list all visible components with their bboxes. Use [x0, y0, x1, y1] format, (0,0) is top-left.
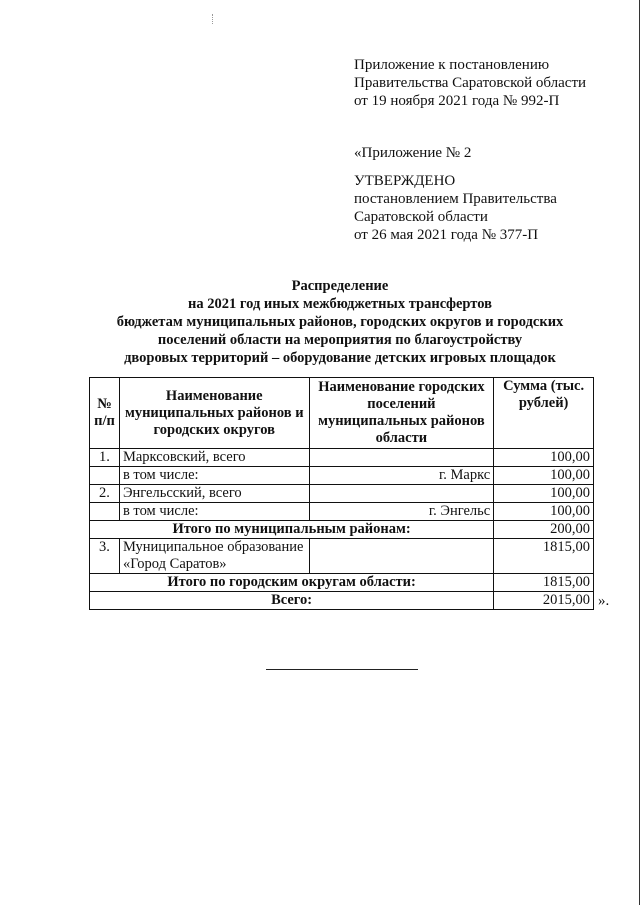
- distribution-table: [89, 377, 594, 610]
- title-line-3: бюджетам муниципальных районов, городских округов и городских: [116, 314, 564, 330]
- row-name: Марксовский, всего: [119, 449, 309, 467]
- approval-block: [354, 144, 557, 244]
- scan-mark: [212, 14, 214, 24]
- header-sum: Сумма (тыс. рублей): [494, 378, 594, 449]
- table-row: [90, 503, 594, 521]
- title-line-1: Распределение: [291, 278, 389, 294]
- table-header-row: [90, 378, 594, 449]
- approved-label: УТВЕРЖДЕНО: [354, 173, 456, 189]
- grand-total-row: [90, 592, 594, 610]
- row-sum: 1815,00: [494, 539, 594, 574]
- attachment-line-1: Приложение к постановлению: [354, 57, 550, 73]
- title-line-5: дворовых территорий – оборудование детских игровых площадок: [124, 350, 556, 366]
- row-sum: 100,00: [494, 467, 594, 485]
- row-no: [90, 503, 120, 521]
- row-name: Муниципальное образование «Город Саратов»: [119, 539, 309, 574]
- row-name: в том числе:: [119, 467, 309, 485]
- row-settlement: [309, 539, 494, 574]
- approval-line-1: постановлением Правительства: [354, 191, 557, 207]
- title-line-4: поселений области на мероприятия по благоустройству: [157, 332, 523, 348]
- header-name: Наименование муниципальных районов и городских округов: [119, 378, 309, 449]
- header-no: № п/п: [90, 378, 120, 449]
- closing-quote: ».: [598, 593, 610, 609]
- grand-total-sum: 2015,00: [494, 592, 594, 610]
- row-settlement: г. Энгельс: [309, 503, 494, 521]
- row-sum: 100,00: [494, 503, 594, 521]
- header-settlement: Наименование городских поселений муниципальных районов области: [309, 378, 494, 449]
- title-line-2: на 2021 год иных межбюджетных трансфертов: [188, 296, 492, 312]
- subtotal-sum: 1815,00: [494, 574, 594, 592]
- grand-total-label: Всего:: [90, 592, 494, 610]
- approval-line-2: Саратовской области: [354, 209, 488, 225]
- row-sum: 100,00: [494, 485, 594, 503]
- separator-line: [266, 669, 418, 670]
- approval-line-3: от 26 мая 2021 года № 377-П: [354, 227, 539, 243]
- row-no: [90, 467, 120, 485]
- row-no: 3.: [90, 539, 120, 574]
- subtotal-label: Итого по городским округам области:: [90, 574, 494, 592]
- subtotal-label: Итого по муниципальным районам:: [90, 521, 494, 539]
- subtotal-row: [90, 521, 594, 539]
- row-name: Энгельсский, всего: [119, 485, 309, 503]
- attachment-line-3: от 19 ноября 2021 года № 992-П: [354, 93, 560, 109]
- subtotal-row: [90, 574, 594, 592]
- row-settlement: [309, 485, 494, 503]
- row-name: в том числе:: [119, 503, 309, 521]
- subtotal-sum: 200,00: [494, 521, 594, 539]
- row-no: 1.: [90, 449, 120, 467]
- table-row: [90, 539, 594, 574]
- row-no: 2.: [90, 485, 120, 503]
- table-row: [90, 449, 594, 467]
- attachment-header: [354, 56, 586, 110]
- appendix-number: «Приложение № 2: [354, 145, 472, 161]
- row-sum: 100,00: [494, 449, 594, 467]
- row-settlement: г. Маркс: [309, 467, 494, 485]
- document-title: [90, 277, 590, 367]
- table-row: [90, 485, 594, 503]
- attachment-line-2: Правительства Саратовской области: [354, 75, 587, 91]
- table-row: [90, 467, 594, 485]
- row-settlement: [309, 449, 494, 467]
